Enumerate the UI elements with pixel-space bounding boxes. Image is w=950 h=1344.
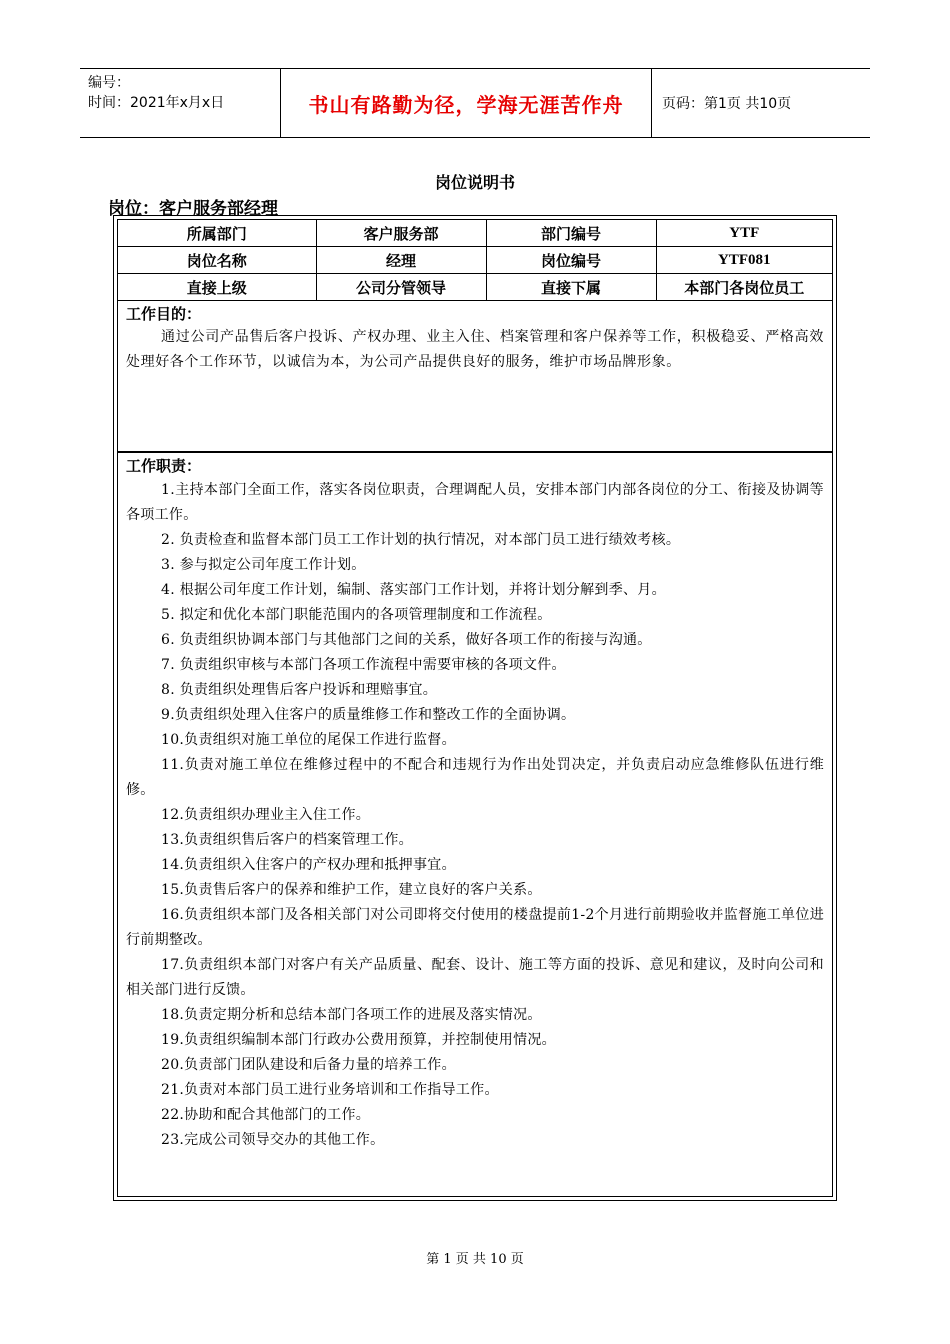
- motto: 书山有路勤为径，学海无涯苦作舟: [280, 69, 652, 137]
- purpose-text: 通过公司产品售后客户投诉、产权办理、业主入住、档案管理和客户保养等工作，积极稳妥、严格高效处理好各个工作环节，以诚信为本，为公司产品提供良好的服务，维护市场品牌形象。: [126, 329, 824, 370]
- info-value-cell: YTF: [656, 220, 832, 247]
- duty-item: 10.负责组织对施工单位的尾保工作进行监督。: [161, 732, 456, 748]
- duty-item: 16.负责组织本部门及各相关部门对公司即将交付使用的楼盘提前1-2个月进行前期验收并监督施工单位进行前期整改。: [126, 907, 824, 948]
- duty-item: 11.负责对施工单位在维修过程中的不配合和违规行为作出处罚决定，并负责启动应急维修队伍进行维修。: [126, 757, 824, 798]
- document-title: 岗位说明书: [434, 173, 515, 192]
- duty-item: 1.主持本部门全面工作，落实各岗位职责，合理调配人员，安排本部门内部各岗位的分工、衔接及协调等各项工作。: [126, 482, 824, 523]
- duties-section: [118, 453, 832, 1153]
- duty-item: 13.负责组织售后客户的档案管理工作。: [161, 832, 413, 848]
- duty-item: 4. 根据公司年度工作计划，编制、落实部门工作计划，并将计划分解到季、月。: [161, 582, 666, 598]
- position-title: 岗位：客户服务部经理: [108, 199, 278, 219]
- page-footer: 第 1 页 共 10 页: [426, 1252, 524, 1267]
- duty-item: 23.完成公司领导交办的其他工作。: [161, 1132, 385, 1148]
- duty-item: 7. 负责组织审核与本部门各项工作流程中需要审核的各项文件。: [161, 657, 566, 673]
- page-label: 页码：第1页 共10页: [662, 96, 792, 112]
- duty-item: 6. 负责组织协调本部门与其他部门之间的关系，做好各项工作的衔接与沟通。: [161, 632, 652, 648]
- info-value-cell: 公司分管领导: [316, 274, 486, 301]
- duties-heading: 工作职责：: [126, 457, 202, 475]
- info-row: [118, 247, 832, 274]
- info-value-cell: 经理: [316, 247, 486, 274]
- duty-item: 19.负责组织编制本部门行政办公费用预算，并控制使用情况。: [161, 1032, 556, 1048]
- duty-item: 15.负责售后客户的保养和维护工作，建立良好的客户关系。: [161, 882, 542, 898]
- duty-item: 14.负责组织入住客户的产权办理和抵押事宜。: [161, 857, 456, 873]
- duty-item: 22.协助和配合其他部门的工作。: [161, 1107, 371, 1123]
- job-description-frame: [113, 215, 837, 1201]
- purpose-section: [118, 301, 832, 453]
- info-value-cell: 客户服务部: [316, 220, 486, 247]
- duties-list: [126, 478, 824, 1153]
- info-label-cell: 直接上级: [118, 274, 316, 301]
- info-table: [118, 220, 832, 301]
- duty-item: 8. 负责组织处理售后客户投诉和理赔事宜。: [161, 682, 438, 698]
- duty-item: 2. 负责检查和监督本部门员工工作计划的执行情况，对本部门员工进行绩效考核。: [161, 532, 681, 548]
- info-row: [118, 220, 832, 247]
- info-label-cell: 所属部门: [118, 220, 316, 247]
- header-meta: [80, 69, 280, 137]
- duty-item: 9.负责组织处理入住客户的质量维修工作和整改工作的全面协调。: [161, 707, 576, 723]
- code-label: 编号：: [88, 75, 130, 91]
- info-value-cell: YTF081: [656, 247, 832, 274]
- time-label: 时间：2021年x月x日: [88, 95, 225, 111]
- duty-item: 3. 参与拟定公司年度工作计划。: [161, 557, 366, 573]
- info-label-cell: 岗位编号: [486, 247, 656, 274]
- duty-item: 12.负责组织办理业主入住工作。: [161, 807, 371, 823]
- info-label-cell: 岗位名称: [118, 247, 316, 274]
- duty-item: 20.负责部门团队建设和后备力量的培养工作。: [161, 1057, 456, 1073]
- duty-item: 5. 拟定和优化本部门职能范围内的各项管理制度和工作流程。: [161, 607, 552, 623]
- page-header: [80, 68, 870, 138]
- info-label-cell: 直接下属: [486, 274, 656, 301]
- duty-item: 17.负责组织本部门对客户有关产品质量、配套、设计、施工等方面的投诉、意见和建议，及时向公司和相关部门进行反馈。: [126, 957, 824, 998]
- info-label-cell: 部门编号: [486, 220, 656, 247]
- duty-item: 18.负责定期分析和总结本部门各项工作的进展及落实情况。: [161, 1007, 542, 1023]
- info-row: [118, 274, 832, 301]
- info-value-cell: 本部门各岗位员工: [656, 274, 832, 301]
- job-description-body: [117, 219, 833, 1197]
- purpose-heading: 工作目的：: [126, 305, 202, 323]
- duty-item: 21.负责对本部门员工进行业务培训和工作指导工作。: [161, 1082, 499, 1098]
